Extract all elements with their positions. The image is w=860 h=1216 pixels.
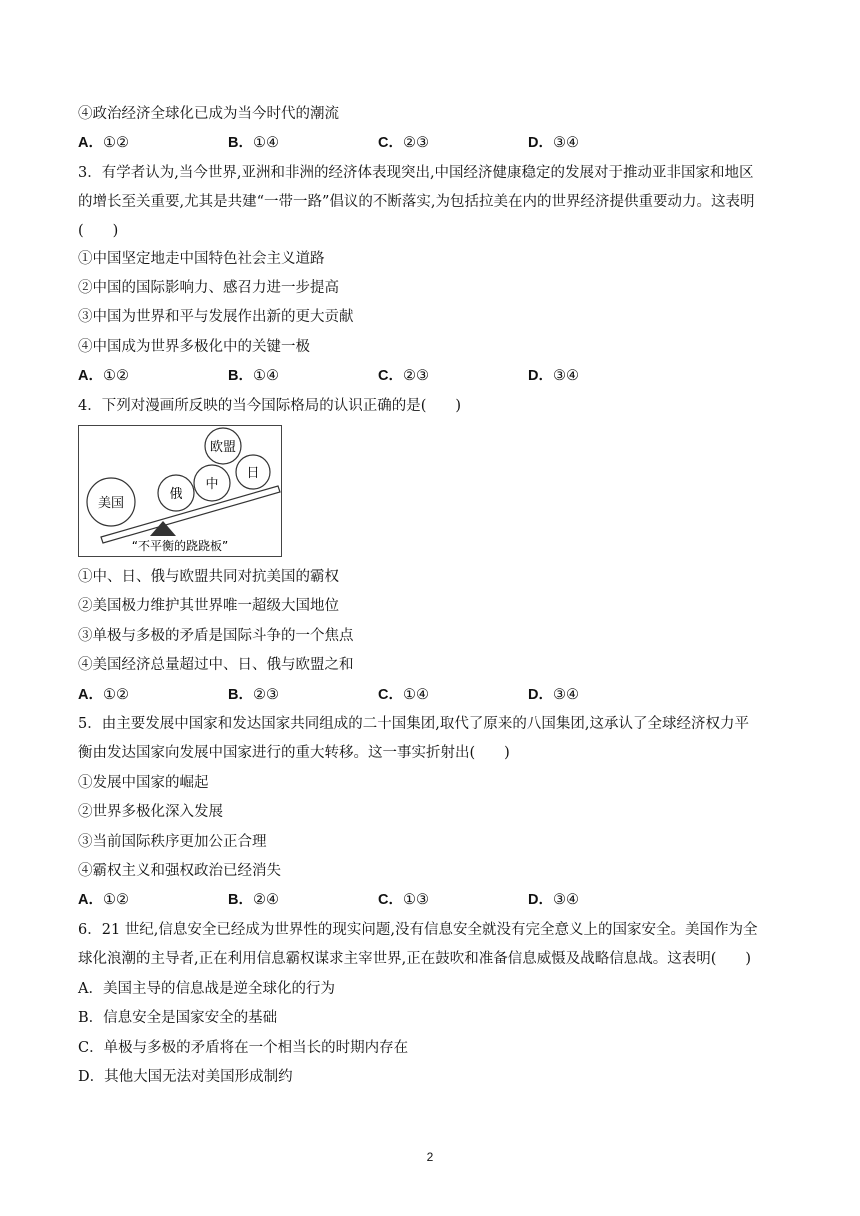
q4-statement-3: ③单极与多极的矛盾是国际斗争的一个焦点 [78,628,354,644]
q3-statement-4: ④中国成为世界多极化中的关键一极 [78,339,310,355]
q2-statement-4: ④政治经济全球化已成为当今时代的潮流 [78,106,339,122]
option-a: A．①② [78,368,129,384]
option-b: B．①④ [228,135,279,151]
q6-option-a: A．美国主导的信息战是逆全球化的行为 [78,981,335,997]
option-d: D．③④ [528,687,579,703]
option-a: A．①② [78,135,129,151]
option-a: A．①② [78,687,129,703]
q3-stem-line-1: 3．有学者认为,当今世界,亚洲和非洲的经济体表现突出,中国经济健康稳定的发展对于推动亚非国家和地区 [78,165,754,181]
q4-options [78,685,778,705]
seesaw-cartoon [78,425,282,557]
seesaw-illustration [79,426,281,556]
q4-statement-1: ①中、日、俄与欧盟共同对抗美国的霸权 [78,569,339,585]
option-c: C．②③ [378,368,429,384]
q6-stem-line-1: 6．21 世纪,信息安全已经成为世界性的现实问题,没有信息安全就没有完全意义上的国家安全。美国作为全 [78,922,758,938]
q5-options [78,890,778,910]
option-c: C．②③ [378,135,429,151]
option-b: B．②③ [228,687,279,703]
option-a: A．①② [78,892,129,908]
option-d: D．③④ [528,135,579,151]
q3-statement-1: ①中国坚定地走中国特色社会主义道路 [78,251,325,267]
option-b: B．①④ [228,368,279,384]
q4-stem: 4．下列对漫画所反映的当今国际格局的认识正确的是( ) [78,398,462,414]
cartoon-caption: “不平衡的跷跷板” [131,539,229,553]
q2-options [78,133,778,153]
option-d: D．③④ [528,368,579,384]
label-usa: 美国 [97,496,125,511]
q3-answer-bracket: ( ) [78,223,119,239]
q4-statement-4: ④美国经济总量超过中、日、俄与欧盟之和 [78,657,354,673]
label-russia: 俄 [169,487,183,502]
option-d: D．③④ [528,892,579,908]
q3-options [78,366,778,386]
label-china: 中 [205,477,219,492]
q3-statement-3: ③中国为世界和平与发展作出新的更大贡献 [78,309,354,325]
option-c: C．①③ [378,892,429,908]
option-b: B．②④ [228,892,279,908]
q3-stem-line-2: 的增长至关重要,尤其是共建“一带一路”倡议的不断落实,为包括拉美在内的世界经济提供重要动力。这表明 [78,194,755,210]
q5-statement-2: ②世界多极化深入发展 [78,804,223,820]
q3-statement-2: ②中国的国际影响力、感召力进一步提高 [78,280,339,296]
q6-option-c: C．单极与多极的矛盾将在一个相当长的时期内存在 [78,1040,409,1056]
q5-statement-3: ③当前国际秩序更加公正合理 [78,834,267,850]
q6-stem-line-2: 球化浪潮的主导者,正在利用信息霸权谋求主宰世界,正在鼓吹和准备信息威慑及战略信息战。这表明( ) [78,951,752,967]
q5-stem-line-2: 衡由发达国家向发展中国家进行的重大转移。这一事实折射出( ) [78,745,510,761]
q6-option-b: B．信息安全是国家安全的基础 [78,1010,278,1026]
q5-statement-1: ①发展中国家的崛起 [78,775,209,791]
q6-option-d: D．其他大国无法对美国形成制约 [78,1069,293,1085]
q4-statement-2: ②美国极力维护其世界唯一超级大国地位 [78,598,339,614]
q5-stem-line-1: 5．由主要发展中国家和发达国家共同组成的二十国集团,取代了原来的八国集团,这承认了全球经济权力平 [78,716,749,732]
option-c: C．①④ [378,687,429,703]
page-number: 2 [426,1150,434,1164]
q5-statement-4: ④霸权主义和强权政治已经消失 [78,863,281,879]
label-japan: 日 [246,466,260,481]
label-eu: 欧盟 [209,440,237,455]
